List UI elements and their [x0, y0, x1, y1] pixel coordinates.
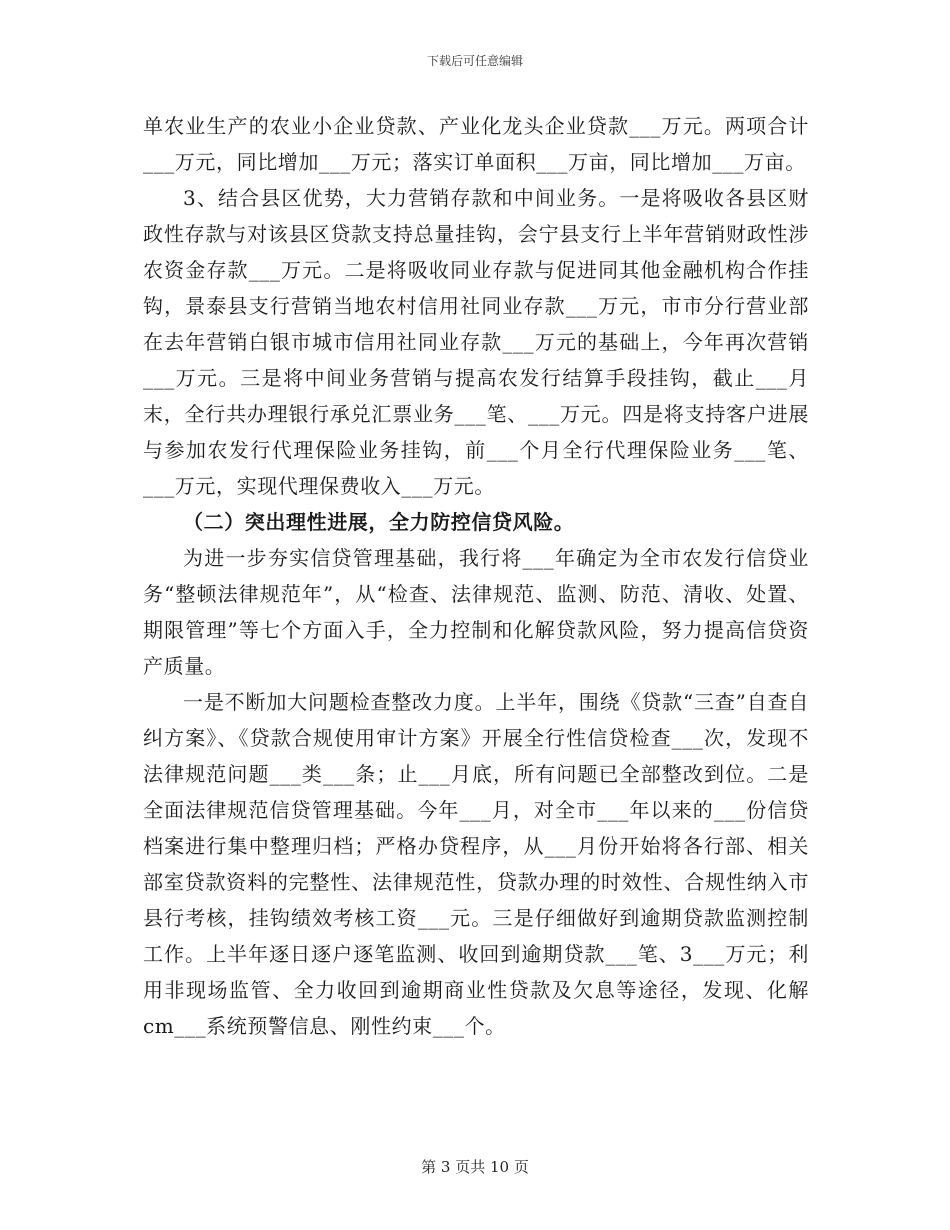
paragraph-deposit-marketing: 3、结合县区优势，大力营销存款和中间业务。一是将吸收各县区财政性存款与对该县区贷款支持总量挂钩，会宁县支行上半年营销财政性涉农资金存款___万元。二是将吸收同业存款与促进同其他金融机构合作挂钩，景泰县支行营销当地农村信用社同业存款___万元，市市分行营业部在去年营销白银市城市信用社同业存款___万元的基础上，今年再次营销___万元。三是将中间业务营销与提高农发行结算手段挂钩，截止___月末，全行共办理银行承兑汇票业务___笔、___万元。四是将支持客户进展与参加农发行代理保险业务挂钩，前___个月全行代理保险业务___笔、___万元，实现代理保费收入___万元。: [143, 186, 809, 498]
page-footer: 第 3 页共 10 页: [421, 1158, 529, 1176]
paragraph-credit-management: 为进一步夯实信贷管理基础，我行将___年确定为全市农发行信贷业务“整顿法律规范年”，从“检查、法律规范、监测、防范、清收、处置、期限管理”等七个方面入手，全力控制和化解贷款风险，努力提高信贷资产质量。: [143, 546, 809, 678]
section-heading-risk-control: （二）突出理性进展，全力防控信贷风险。: [183, 510, 575, 534]
paragraph-loan-totals: 单农业生产的农业小企业贷款、产业化龙头企业贷款___万元。两项合计___万元，同比增加___万元；落实订单面积___万亩，同比增加___万亩。: [143, 114, 809, 174]
paragraph-inspection-rectification: 一是不断加大问题检查整改力度。上半年，围绕《贷款“三查”自查自纠方案》、《贷款合规使用审计方案》开展全行性信贷检查___次，发现不法律规范问题___类___条；止___月底，所有问题已全部整改到位。二是全面法律规范信贷管理基础。今年___月，对全市___年以来的___份信贷档案进行集中整理归档；严格办贷程序，从___月份开始将各行部、相关部室贷款资料的完整性、法律规范性，贷款办理的时效性、合规性纳入市县行考核，挂钩绩效考核工资___元。三是仔细做好到逾期贷款监测控制工作。上半年逐日逐户逐笔监测、收回到逾期贷款___笔、3___万元；利用非现场监管、全力收回到逾期商业性贷款及欠息等途径，发现、化解cm___系统预警信息、刚性约束___个。: [143, 690, 809, 1038]
document-body: [143, 108, 809, 1044]
page-header: 下载后可任意编辑: [426, 54, 523, 68]
